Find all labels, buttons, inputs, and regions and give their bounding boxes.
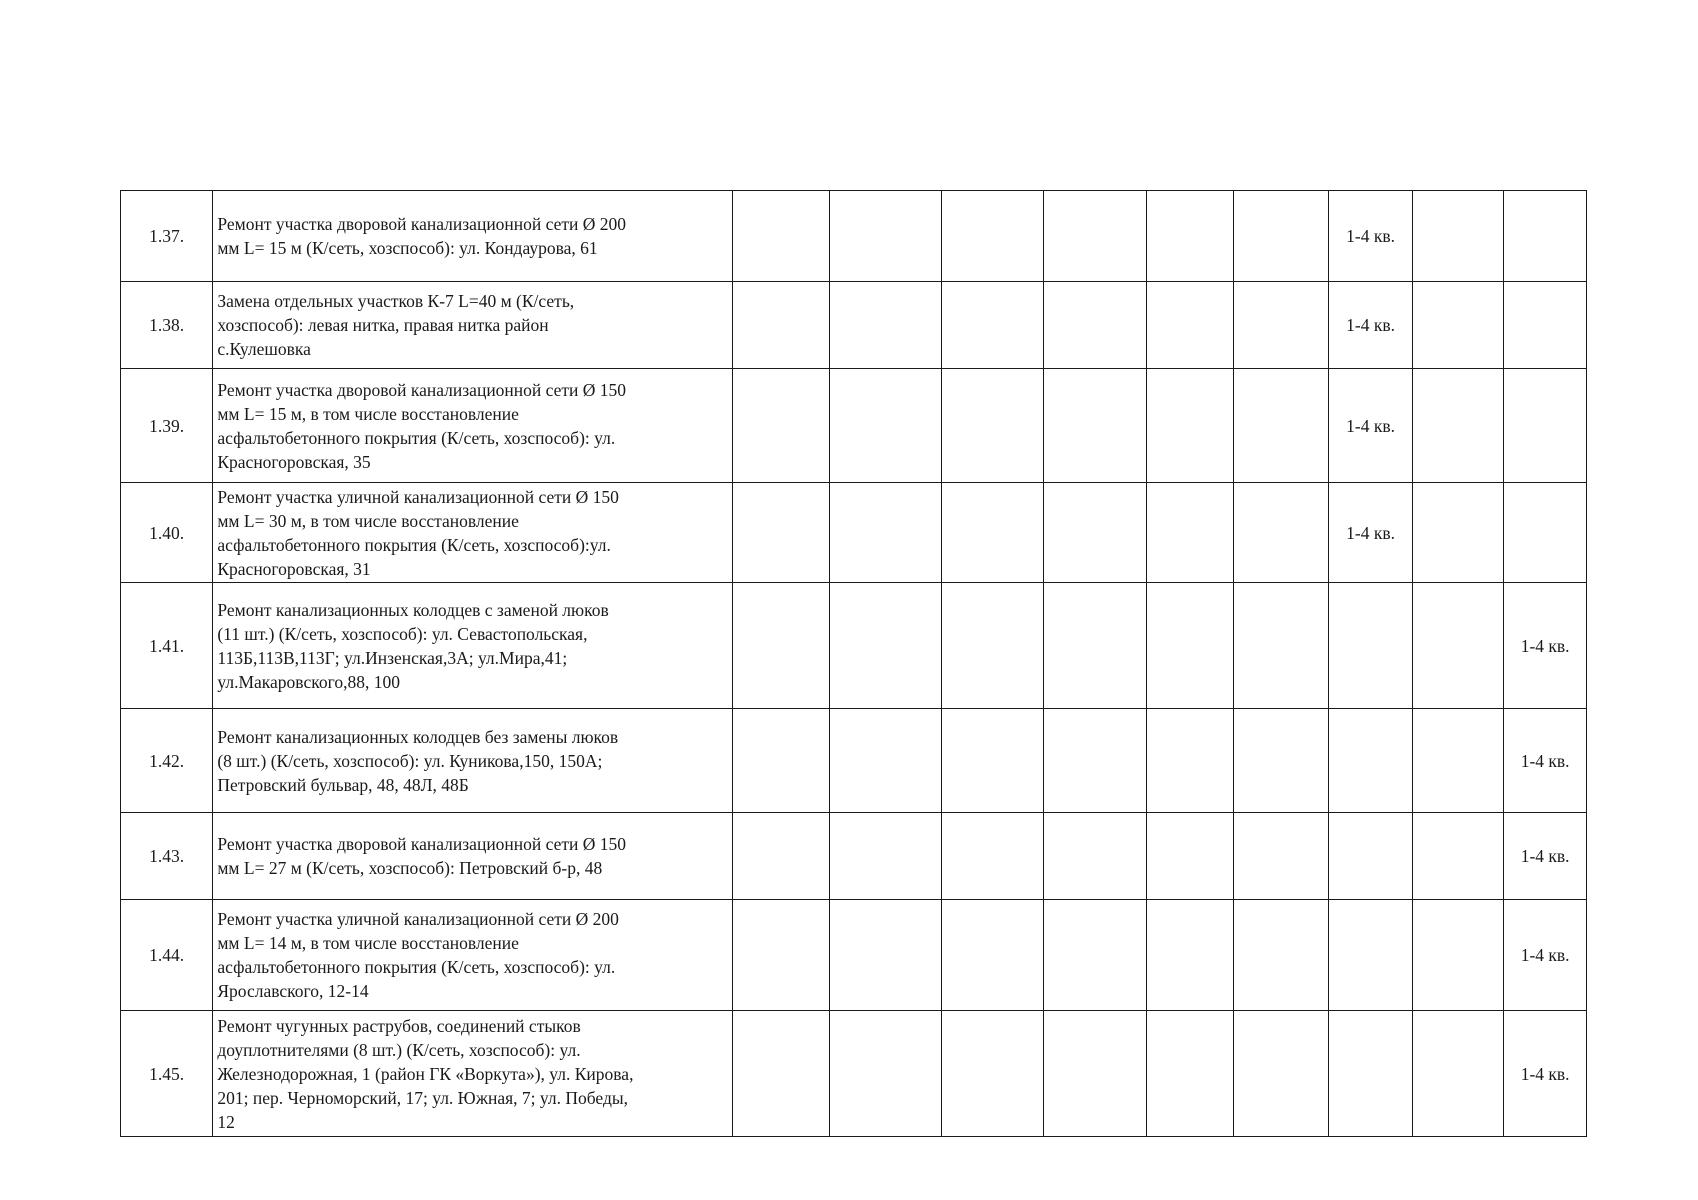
description-line: Замена отдельных участков К-7 L=40 м (К/сеть, (217, 291, 575, 311)
empty-cell (1146, 583, 1233, 709)
schedule-cell (1329, 813, 1413, 900)
description-line: Ремонт канализационных колодцев с заменой люков (217, 599, 609, 620)
empty-cell (733, 813, 830, 900)
empty-cell (1412, 191, 1503, 282)
item-description-cell (213, 583, 733, 709)
schedule-cell (1504, 709, 1587, 813)
description-line: Ремонт участка уличной канализационной сети Ø 150 (217, 486, 619, 507)
table-row (121, 1011, 1587, 1137)
empty-cell (1043, 813, 1146, 900)
description-line: мм L= 15 м, в том числе восстановление (217, 403, 519, 424)
empty-cell (829, 191, 941, 282)
item-number-cell (121, 369, 213, 483)
table-row (121, 900, 1587, 1011)
item-number: 1.45. (149, 1063, 185, 1084)
empty-cell (1146, 900, 1233, 1011)
empty-cell (1043, 709, 1146, 813)
description-line: 201; пер. Черноморский, 17; ул. Южная, 7; ул. Победы, (217, 1087, 628, 1108)
empty-cell (1146, 709, 1233, 813)
empty-cell (1043, 483, 1146, 583)
empty-cell (829, 709, 941, 813)
empty-cell (829, 583, 941, 709)
item-number-cell (121, 191, 213, 282)
description-line: мм L= 27 м (К/сеть, хозспособ): Петровский б-р, 48 (217, 858, 603, 878)
empty-cell (1043, 900, 1146, 1011)
empty-cell (1233, 369, 1329, 483)
empty-cell (1412, 1011, 1503, 1137)
empty-cell (941, 369, 1043, 483)
empty-cell (941, 583, 1043, 709)
description-line: с.Кулешовка (217, 339, 311, 359)
empty-cell (941, 191, 1043, 282)
empty-cell (1412, 282, 1503, 369)
item-description-cell (213, 813, 733, 900)
item-number-cell (121, 813, 213, 900)
item-number-cell (121, 483, 213, 583)
empty-cell (1043, 583, 1146, 709)
item-description-cell (213, 900, 733, 1011)
schedule-cell (1504, 583, 1587, 709)
schedule-cell (1504, 1011, 1587, 1137)
description-line: мм L= 15 м (К/сеть, хозспособ): ул. Кондаурова, 61 (217, 238, 598, 258)
schedule-cell (1329, 900, 1413, 1011)
description-line: Ремонт участка уличной канализационной сети Ø 200 (217, 909, 619, 929)
item-number-cell (121, 900, 213, 1011)
empty-cell (1233, 583, 1329, 709)
schedule-cell (1329, 369, 1413, 483)
item-description-cell (213, 483, 733, 583)
description-line: Железнодорожная, 1 (район ГК «Воркута»), ул. Кирова, (217, 1063, 634, 1084)
empty-cell (1043, 1011, 1146, 1137)
item-number: 1.42. (149, 750, 185, 771)
schedule-value: 1-4 кв. (1346, 226, 1395, 246)
table-row (121, 583, 1587, 709)
empty-cell (829, 1011, 941, 1137)
table-body (121, 191, 1587, 1137)
schedule-cell (1504, 369, 1587, 483)
schedule-cell (1329, 583, 1413, 709)
empty-cell (1233, 813, 1329, 900)
item-description-cell (213, 1011, 733, 1137)
empty-cell (1412, 813, 1503, 900)
item-number: 1.37. (149, 226, 185, 246)
empty-cell (829, 282, 941, 369)
schedule-value: 1-4 кв. (1520, 945, 1570, 965)
empty-cell (1412, 583, 1503, 709)
empty-cell (1233, 282, 1329, 369)
description-line: (11 шт.) (К/сеть, хозспособ): ул. Севастопольская, (217, 623, 588, 644)
empty-cell (1043, 191, 1146, 282)
item-number: 1.44. (149, 945, 185, 965)
item-number: 1.39. (149, 415, 185, 436)
empty-cell (941, 900, 1043, 1011)
schedule-cell (1504, 813, 1587, 900)
empty-cell (1146, 191, 1233, 282)
empty-cell (1043, 282, 1146, 369)
description-line: Ремонт канализационных колодцев без замены люков (217, 726, 619, 747)
empty-cell (941, 483, 1043, 583)
item-description-cell (213, 369, 733, 483)
description-line: (8 шт.) (К/сеть, хозспособ): ул. Куникова,150, 150А; (217, 750, 603, 771)
empty-cell (1146, 369, 1233, 483)
item-number: 1.38. (149, 315, 185, 335)
item-description-cell (213, 191, 733, 282)
schedule-cell (1504, 191, 1587, 282)
table-row (121, 483, 1587, 583)
item-number-cell (121, 282, 213, 369)
empty-cell (941, 1011, 1043, 1137)
description-line: Ремонт участка дворовой канализационной сети Ø 200 (217, 214, 627, 234)
empty-cell (829, 813, 941, 900)
empty-cell (1233, 900, 1329, 1011)
schedule-value: 1-4 кв. (1520, 750, 1570, 771)
schedule-cell (1504, 900, 1587, 1011)
empty-cell (1146, 813, 1233, 900)
empty-cell (733, 1011, 830, 1137)
empty-cell (733, 369, 830, 483)
description-line: асфальтобетонного покрытия (К/сеть, хозспособ): ул. (217, 957, 616, 977)
schedule-cell (1329, 191, 1413, 282)
item-number: 1.41. (149, 635, 185, 656)
description-line: ул.Макаровского,88, 100 (217, 671, 400, 692)
empty-cell (941, 813, 1043, 900)
schedule-cell (1504, 483, 1587, 583)
empty-cell (829, 900, 941, 1011)
schedule-value: 1-4 кв. (1346, 315, 1395, 335)
empty-cell (1233, 483, 1329, 583)
description-line: мм L= 30 м, в том числе восстановление (217, 510, 519, 531)
item-number-cell (121, 1011, 213, 1137)
description-line: Красногоровская, 31 (217, 558, 371, 579)
empty-cell (733, 583, 830, 709)
description-line: асфальтобетонного покрытия (К/сеть, хозспособ):ул. (217, 534, 611, 555)
schedule-cell (1329, 709, 1413, 813)
description-line: мм L= 14 м, в том числе восстановление (217, 933, 519, 953)
table-row (121, 369, 1587, 483)
item-number-cell (121, 709, 213, 813)
description-line: Ремонт чугунных раструбов, соединений стыков (217, 1015, 581, 1036)
empty-cell (1146, 282, 1233, 369)
empty-cell (733, 282, 830, 369)
schedule-value: 1-4 кв. (1520, 1063, 1570, 1084)
description-line: 12 (217, 1111, 235, 1132)
empty-cell (941, 709, 1043, 813)
schedule-cell (1329, 282, 1413, 369)
empty-cell (733, 191, 830, 282)
empty-cell (829, 483, 941, 583)
schedule-cell (1329, 1011, 1413, 1137)
empty-cell (1233, 1011, 1329, 1137)
schedule-value: 1-4 кв. (1346, 522, 1395, 543)
description-line: 113Б,113В,113Г; ул.Инзенская,3А; ул.Мира,41; (217, 647, 568, 668)
description-line: асфальтобетонного покрытия (К/сеть, хозспособ): ул. (217, 427, 616, 448)
schedule-value: 1-4 кв. (1520, 635, 1570, 656)
empty-cell (1412, 483, 1503, 583)
item-number-cell (121, 583, 213, 709)
empty-cell (733, 709, 830, 813)
empty-cell (941, 282, 1043, 369)
description-line: доуплотнителями (8 шт.) (К/сеть, хозспособ): ул. (217, 1039, 581, 1060)
table-row (121, 813, 1587, 900)
empty-cell (1412, 369, 1503, 483)
empty-cell (829, 369, 941, 483)
item-description-cell (213, 282, 733, 369)
item-number: 1.40. (149, 522, 185, 543)
empty-cell (1412, 900, 1503, 1011)
description-line: Ярославского, 12-14 (217, 981, 369, 1001)
works-table (120, 190, 1587, 1137)
item-number: 1.43. (149, 846, 185, 866)
description-line: Красногоровская, 35 (217, 451, 371, 472)
empty-cell (1043, 369, 1146, 483)
description-line: Ремонт участка дворовой канализационной сети Ø 150 (217, 379, 627, 400)
description-line: хозспособ): левая нитка, правая нитка район (217, 315, 549, 335)
empty-cell (1233, 191, 1329, 282)
item-description-cell (213, 709, 733, 813)
empty-cell (1146, 1011, 1233, 1137)
schedule-cell (1504, 282, 1587, 369)
table-row (121, 709, 1587, 813)
empty-cell (1146, 483, 1233, 583)
empty-cell (1412, 709, 1503, 813)
schedule-value: 1-4 кв. (1346, 415, 1395, 436)
schedule-value: 1-4 кв. (1520, 846, 1570, 866)
empty-cell (733, 900, 830, 1011)
empty-cell (733, 483, 830, 583)
table-row (121, 282, 1587, 369)
empty-cell (1233, 709, 1329, 813)
description-line: Ремонт участка дворовой канализационной сети Ø 150 (217, 834, 627, 854)
description-line: Петровский бульвар, 48, 48Л, 48Б (217, 774, 469, 795)
schedule-cell (1329, 483, 1413, 583)
table-row (121, 191, 1587, 282)
